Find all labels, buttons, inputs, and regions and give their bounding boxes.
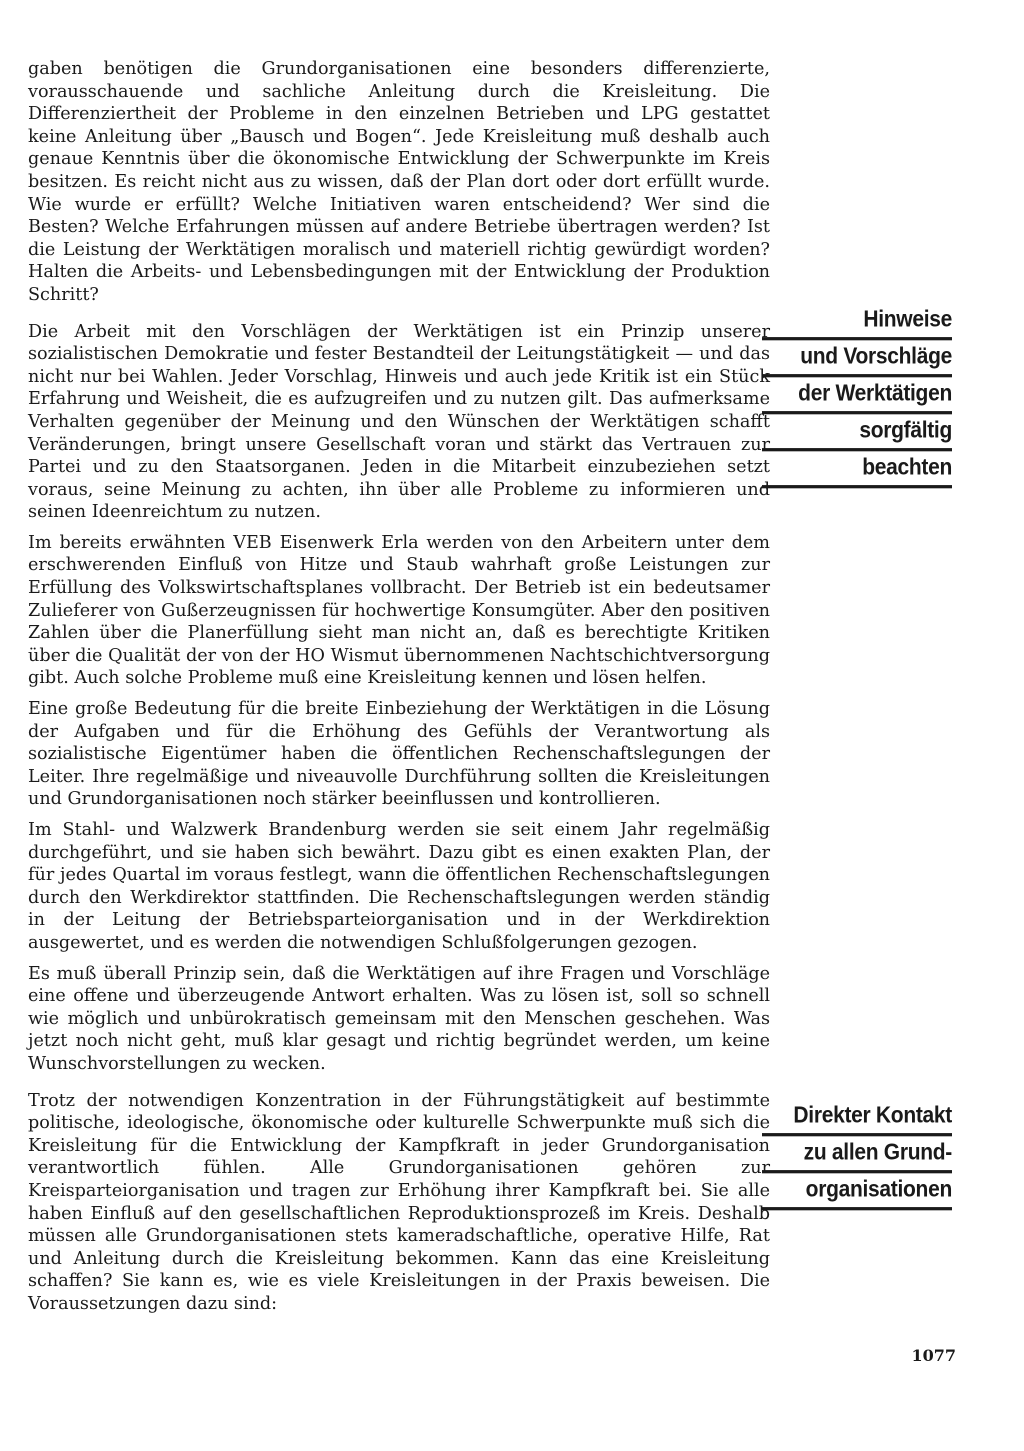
margin-heading-line: sorgfältig [762, 416, 952, 452]
paragraph-1: gaben benötigen die Grundorganisationen eine besonders differenzierte, vorausschauende und sachliche Anleitung durch die Kreisleitung. Die Differenziertheit der Probleme in den einzelnen Betrieben und LPG gestattet keine Anleitung über „Bausch und Bogen“. Jede Kreisleitung muß deshalb auch genaue Kenntnis über die ökonomische Entwicklung der Schwerpunkte im Kreis besitzen. Es reicht nicht aus zu wissen, daß der Plan dort oder dort erfüllt wurde. Wie wurde er erfüllt? Welche Initiativen waren entscheidend? Wer sind die Besten? Welche Erfahrungen müssen auf andere Betriebe übertragen werden? Ist die Leistung der Werktätigen moralisch und materiell richtig gewürdigt worden? Halten die Arbeits- und Lebensbedingungen mit der Entwicklung der Produktion Schritt? [28, 59, 770, 305]
margin-heading-line: zu allen Grund- [762, 1138, 952, 1174]
margin-heading-line: Direkter Kontakt [762, 1101, 952, 1137]
paragraph-4: Eine große Bedeutung für die breite Einbeziehung der Werktätigen in die Lösung der Aufgaben und für die Erhöhung des Gefühls der Verantwortung als sozialistische Eigentümer haben die öffentlichen Rechenschaftslegungen der Leiter. Ihre regelmäßige und niveauvolle Durchführung sollten die Kreisleitungen und Grundorganisationen noch stärker beeinflussen und kontrollieren. [28, 699, 770, 810]
paragraph-3: Im bereits erwähnten VEB Eisenwerk Erla werden von den Arbeitern unter dem erschwerenden Einfluß von Hitze und Staub wahrhaft große Leistungen zur Erfüllung des Volkswirtschaftsplanes vollbracht. Der Betrieb ist ein bedeutsamer Zulieferer von Gußerzeugnissen für hochwertige Konsumgüter. Aber den positiven Zahlen über die Planerfüllung sieht man nicht an, daß es berechtigte Kritiken über die Qualität der von der HO Wismut übernommenen Nachtschichtversorgung gibt. Auch solche Probleme muß eine Kreisleitung kennen und lösen helfen. [28, 532, 770, 689]
paragraph-5: Im Stahl- und Walzwerk Brandenburg werden sie seit einem Jahr regelmäßig durchgeführt, und sie haben sich bewährt. Dazu gibt es einen exakten Plan, der für jedes Quartal im voraus festlegt, wann die öffentlichen Rechenschaftslegungen durch den Werkdirektor stattfinden. Die Rechenschaftslegungen werden ständig in der Leitung der Betriebsparteiorganisation und in der Werkdirektion ausgewertet, und es werden die notwendigen Schlußfolgerungen gezogen. [28, 820, 770, 953]
body-text [28, 58, 770, 1323]
margin-heading-line: Hinweise [762, 305, 952, 341]
margin-heading-contact [762, 1102, 952, 1213]
margin-heading-line: und Vorschläge [762, 342, 952, 378]
margin-heading-feedback [762, 306, 952, 491]
margin-heading-line: der Werktätigen [762, 379, 952, 415]
margin-heading-line: organisationen [762, 1175, 952, 1211]
margin-heading-line: beachten [762, 453, 952, 489]
paragraph-6: Es muß überall Prinzip sein, daß die Werktätigen auf ihre Fragen und Vorschläge eine offene und überzeugende Antwort erhalten. Was zu lösen ist, soll so schnell wie möglich und unbürokratisch gemeinsam mit den Menschen geschehen. Was jetzt noch nicht geht, muß klar gesagt und richtig begründet werden, um keine Wunschvorstellungen zu wecken. [28, 963, 770, 1074]
paragraph-2: Die Arbeit mit den Vorschlägen der Werktätigen ist ein Prinzip unserer sozialistischen Demokratie und fester Bestandteil der Leitungstätigkeit — und das nicht nur bei Wahlen. Jeder Vorschlag, Hinweis und auch jede Kritik ist ein Stück Erfahrung und Weisheit, die es aufzugreifen und zu nutzen gilt. Das aufmerksame Verhalten gegenüber der Meinung und den Wünschen der Werktätigen schafft Veränderungen, bringt unsere Gesellschaft voran und stärkt das Vertrauen zur Partei und zu den Staatsorganen. Jeden in die Mitarbeit einzubeziehen setzt voraus, seine Meinung zu achten, ihn über alle Probleme zu informieren und seinen Ideenreichtum zu nutzen. [28, 321, 770, 523]
page-number: 1077 [911, 1346, 956, 1365]
paragraph-7: Trotz der notwendigen Konzentration in der Führungstätigkeit auf bestimmte politische, ideologische, ökonomische oder kulturelle Schwerpunkte muß sich die Kreisleitung für die Entwicklung der Kampfkraft in jeder Grundorganisation verantwortlich fühlen. Alle Grundorganisationen gehören zur Kreisparteiorganisation und tragen zur Erhöhung ihrer Kampfkraft bei. Sie alle haben Einfluß auf den gesellschaftlichen Reproduktionsprozeß im Kreis. Deshalb müssen alle Grundorganisationen stets kameradschaftliche, operative Hilfe, Rat und Anleitung durch die Kreisleitung bekommen. Kann das eine Kreisleitung schaffen? Sie kann es, wie es viele Kreisleitungen in der Praxis beweisen. Die Voraussetzungen dazu sind: [28, 1090, 770, 1314]
